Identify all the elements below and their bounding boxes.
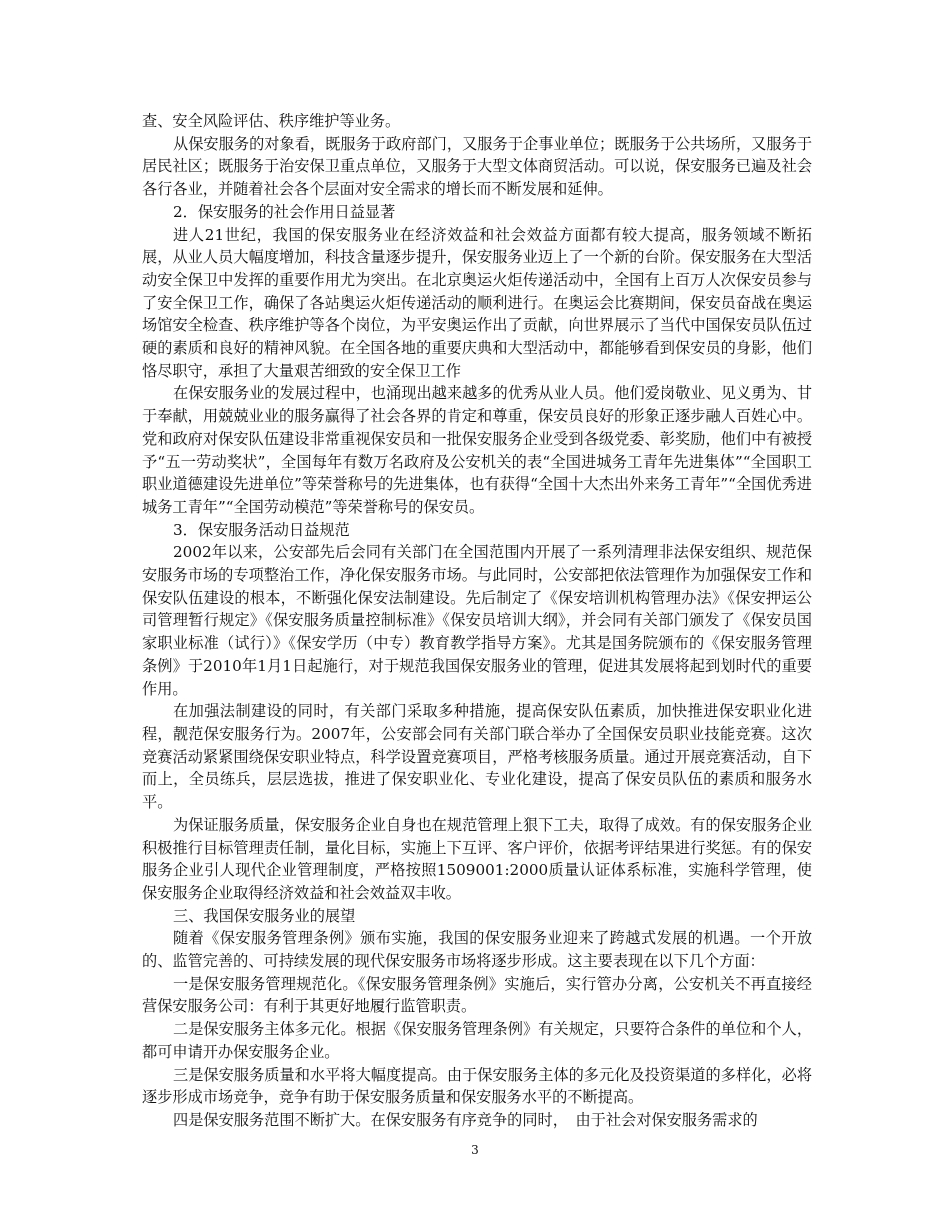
paragraph: 三是保安服务质量和水平将大幅度提高。由于保安服务主体的多元化及投资渠道的多样化，必将逐步形成市场竞争，竞争有助于保安服务质量和保安服务水平的不断提高。: [142, 1065, 812, 1107]
paragraph: 随着《保安服务管理条例》颁布实施，我国的保安服务业迎来了跨越式发展的机遇。一个开放的、监管完善的、可持续发展的现代保安服务市场将逐步形成。这主要表现在以下几个方面：: [142, 929, 812, 971]
document-body: [142, 110, 812, 1132]
paragraph: 在加强法制建设的同时，有关部门采取多种措施，提高保安队伍素质，加快推进保安职业化进程，靓范保安服务行为。2007年，公安部会同有关部门联合举办了全国保安员职业技能竞赛。这次竞赛活动紧紧围绕保安职业特点，科学设置竞赛项目，严格考核服务质量。通过开展竞赛活动，自下而上，全员练兵，层层选拔，推进了保安职业化、专业化建设，提高了保安员队伍的素质和服务水平。: [142, 702, 812, 812]
paragraph: 三、我国保安服务业的展望: [173, 906, 356, 925]
paragraph: 查、安全风险评估、秩序维护等业务。: [142, 112, 401, 130]
paragraph: 进人21世纪，我国的保安服务业在经济效益和社会效益方面都有较大提高，服务领域不断拓展，从业人员大幅度增加，科技含量逐步提升，保安服务业迈上了一个新的台阶。保安服务在大型活动安全保卫中发挥的重要作用尤为突出。在北京奥运火炬传递活动中，全国有上百万人次保安员参与了安全保卫工作，确保了各站奥运火炬传递活动的顺利进行。在奥运会比赛期间，保安员奋战在奥运场馆安全检查、秩序维护等各个岗位，为平安奥运作出了贡献，向世界展示了当代中国保安员队伍过硬的素质和良好的精神风貌。在全国各地的重要庆典和大型活动中，都能够看到保安员的身影，他们恪尽职守，承担了大量艰苦细致的安全保卫工作: [142, 225, 812, 380]
paragraph: 2002年以来，公安部先后会同有关部门在全国范围内开展了一系列清理非法保安组织、规范保安服务市场的专项整治工作，净化保安服务市场。与此同时，公安部把依法管理作为加强保安工作和保安队伍建设的根本，不断强化保安法制建设。先后制定了《保安培训机构管理办法》《保安押运公司管理暂行规定》《保安服务质量控制标准》《保安员培训大纲》，并会同有关部门颁发了《保安员国家职业标准（试行）》《保安学历（中专）教育教学指导方案》。尤其是国务院颁布的《保安服务管理条例》于2010年1月1日起施行，对于规范我国保安服务业的管理，促进其发展将起到划时代的重要作用。: [142, 543, 812, 698]
paragraph: 3．保安服务活动日益规范: [173, 520, 350, 539]
page-number: 3: [471, 1143, 479, 1157]
paragraph: 从保安服务的对象看，既服务于政府部门，又服务于企事业单位；既服务于公共场所，又服务于居民社区；既服务于治安保卫重点单位，又服务于大型文体商贸活动。可以说，保安服务已遍及社会各行各业，并随着社会各个层面对安全需求的增长而不断发展和延伸。: [142, 134, 812, 199]
paragraph: 在保安服务业的发展过程中，也涌现出越来越多的优秀从业人员。他们爱岗敬业、见义勇为、甘于奉献，用兢兢业业的服务赢得了社会各界的肯定和尊重，保安员良好的形象正逐步融人百姓心中。党和政府对保安队伍建设非常重视保安员和一批保安服务企业受到各级党委、彰奖励，他们中有被授予“五一劳动奖状”，全国每年有数万名政府及公安机关的表“全国进城务工青年先进集体”“全国职工职业道德建设先进单位”等荣誉称号的先进集体，也有获得“全国十大杰出外来务工青年”“全国优秀进城务工青年”“全国劳动模范”等荣誉称号的保安员。: [142, 384, 812, 516]
paragraph: 2．保安服务的社会作用日益显著: [173, 202, 396, 221]
paragraph: 一是保安服务管理规范化。《保安服务管理条例》实施后，实行管办分离，公安机关不再直接经营保安服务公司：有利于其更好地履行监管职责。: [142, 974, 812, 1016]
paragraph: 二是保安服务主体多元化。根据《保安服务管理条例》有关规定，只要符合条件的单位和个人，都可申请开办保安服务企业。: [142, 1020, 812, 1061]
paragraph: 为保证服务质量，保安服务企业自身也在规范管理上狠下工夫，取得了成效。有的保安服务企业积极推行目标管理责任制，量化目标，实施上下互评、客户评价，依据考评结果进行奖惩。有的保安服务企业引人现代企业管理制度，严格按照1509001:2000质量认证体系标准，实施科学管理，使保安服务企业取得经济效益和社会效益双丰收。: [142, 815, 812, 902]
paragraph: 四是保安服务范围不断扩大。在保安服务有序竞争的同时， 由于社会对保安服务需求的: [173, 1110, 758, 1129]
